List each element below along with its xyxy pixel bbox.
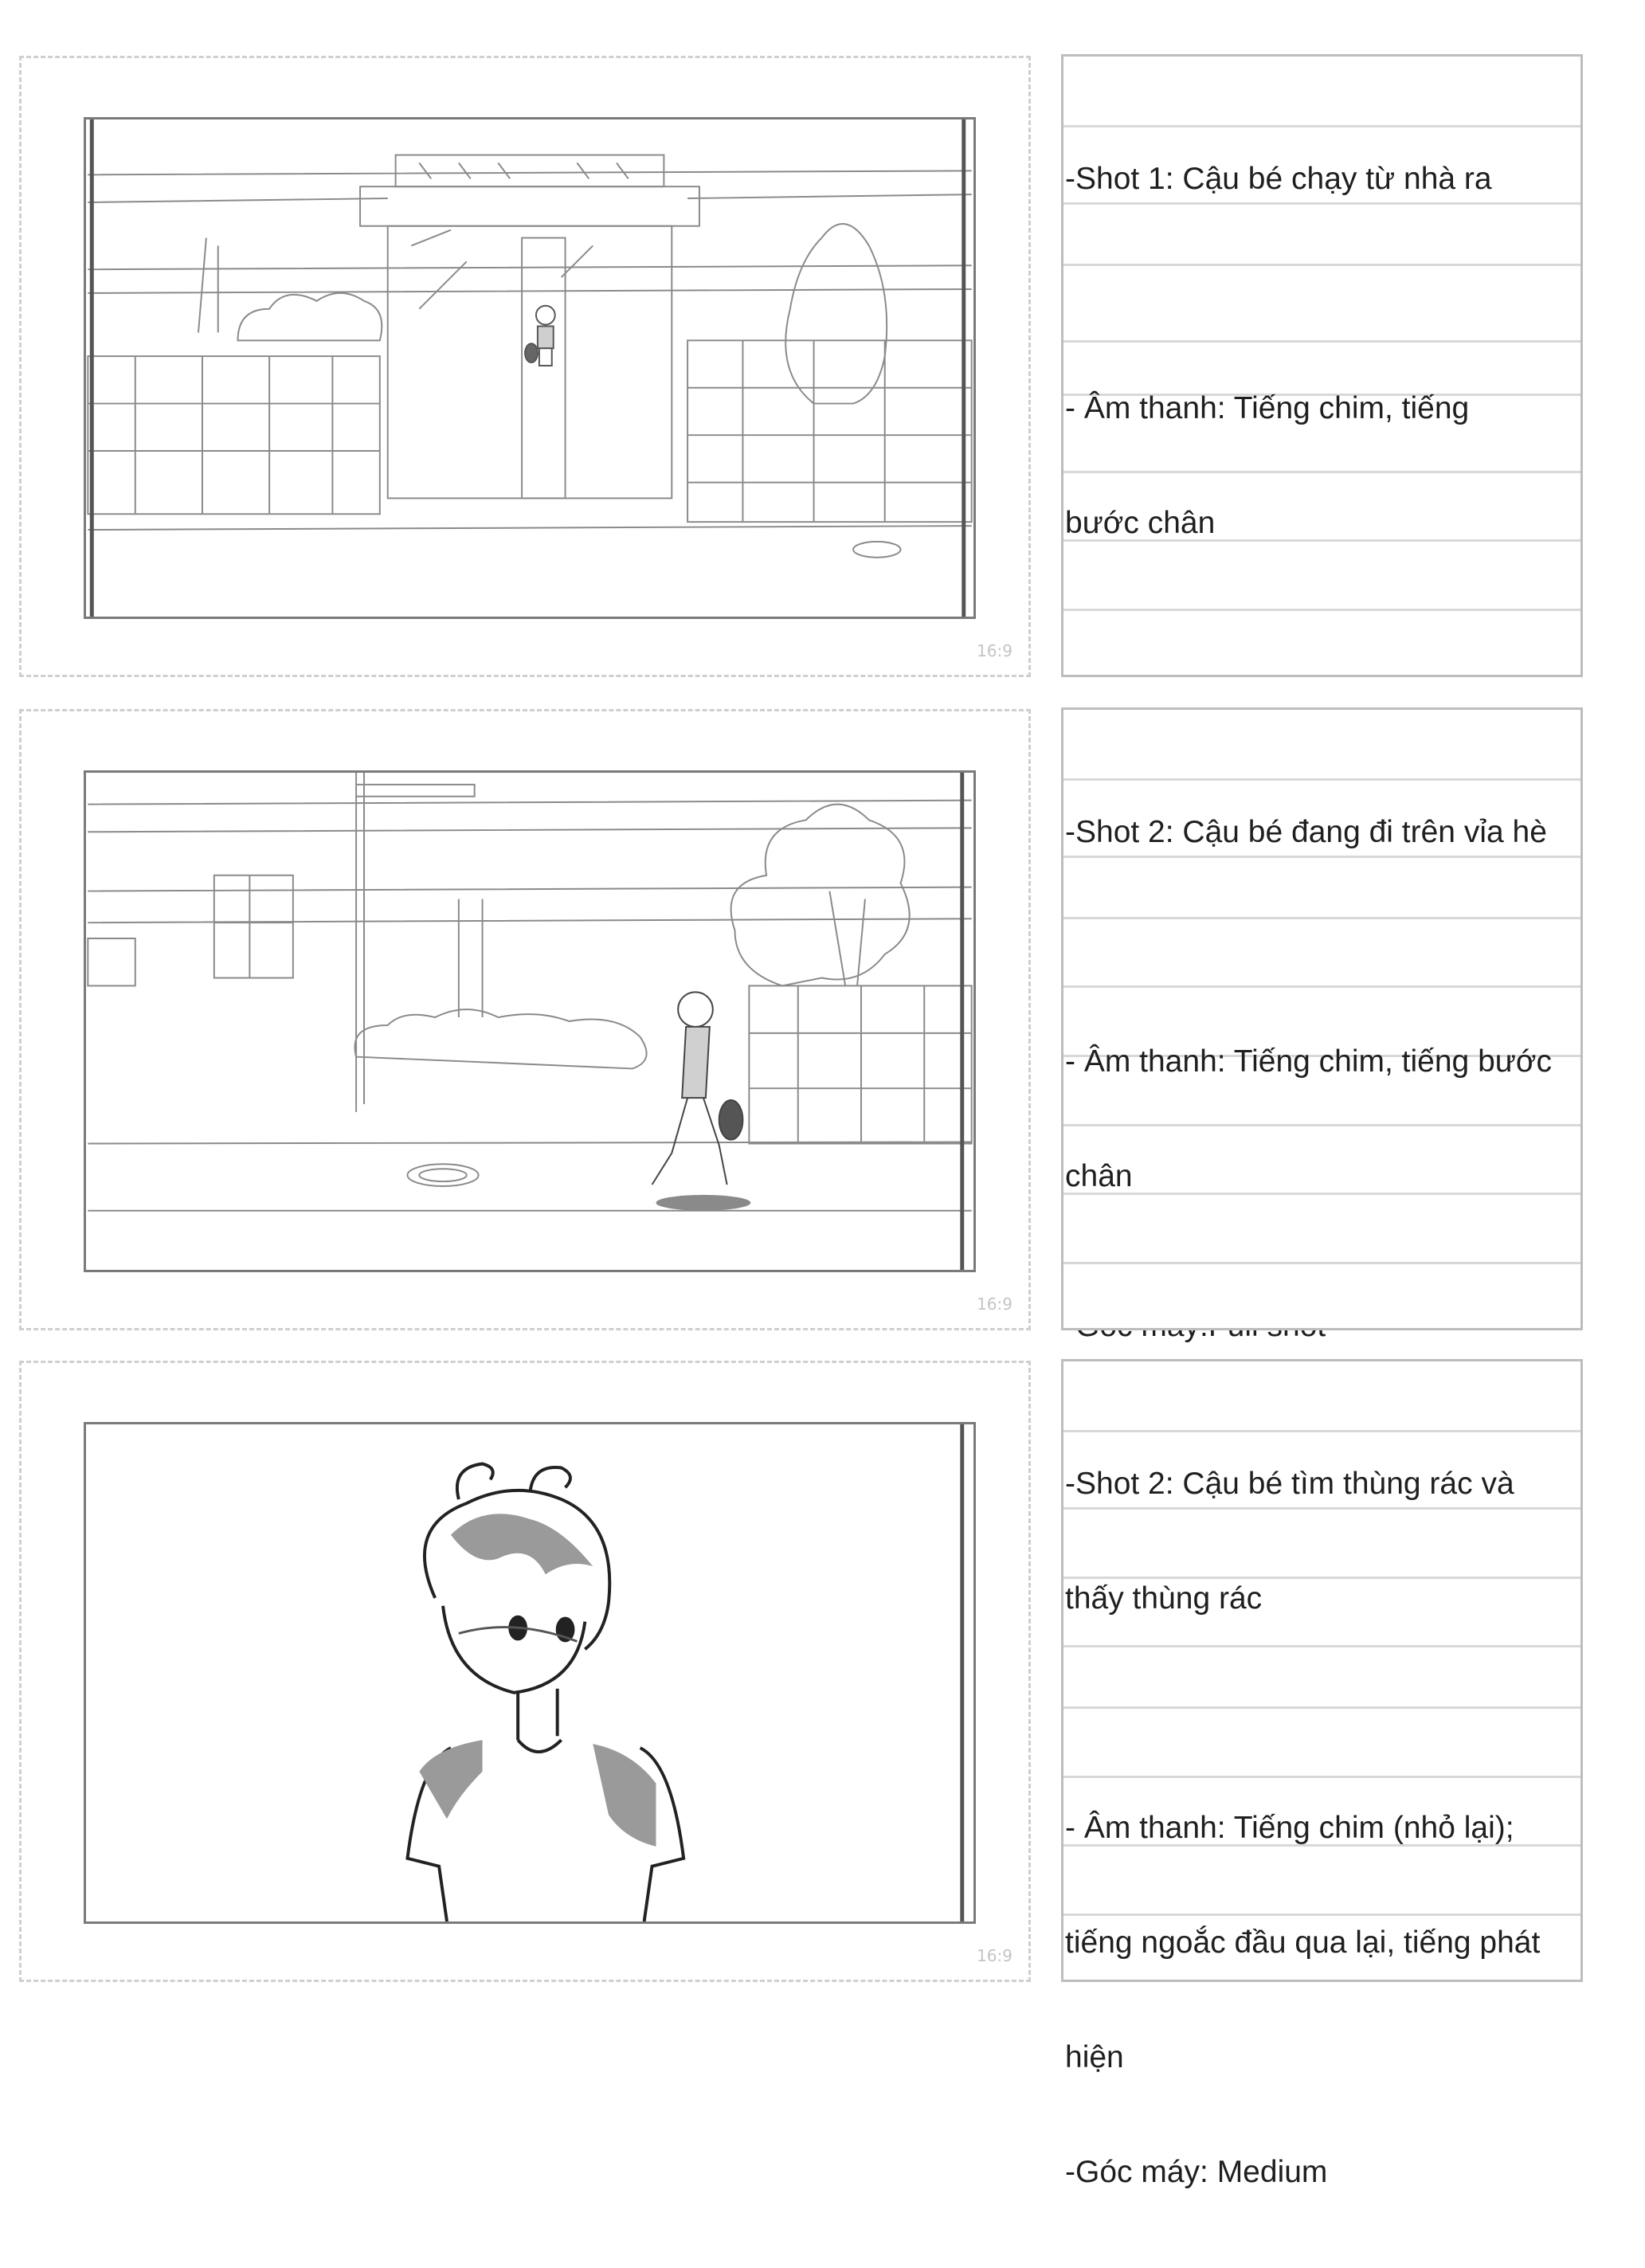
storyboard-frame-2: [19, 709, 1031, 1330]
note-line: -Shot 2: Cậu bé tìm thùng rác và: [1065, 1467, 1514, 1501]
note-line: - Âm thanh: Tiếng chim, tiếng bước: [1065, 1044, 1552, 1079]
sketch-house-exit: [84, 117, 976, 619]
sketch-drawing-3: [86, 1424, 973, 1921]
sketch-drawing-1: [86, 119, 973, 617]
note-line: [1065, 928, 1580, 966]
sketch-sidewalk-walk: [84, 770, 976, 1272]
note-line: tiếng ngoắc đầu qua lại, tiếng phát: [1065, 1925, 1541, 1960]
note-line: [1065, 619, 1580, 657]
note-line: hiện: [1065, 2040, 1124, 2074]
note-line: -Shot 1: Cậu bé chạy từ nhà ra: [1065, 162, 1492, 196]
aspect-ratio-label: 16:9: [977, 1295, 1012, 1314]
storyboard-frame-1: [19, 56, 1031, 677]
note-line: [1065, 275, 1580, 313]
aspect-ratio-label: 16:9: [977, 641, 1012, 660]
shot-notes-3: [1061, 1359, 1583, 2189]
note-line: [1065, 1272, 1580, 1310]
note-line: bước chân: [1065, 506, 1216, 540]
aspect-ratio-label: 16:9: [977, 1946, 1012, 1965]
sketch-medium-closeup: [84, 1422, 976, 1924]
note-line: chân: [1065, 1159, 1133, 1193]
note-line: -Shot 2: Cậu bé đang đi trên vỉa hè: [1065, 815, 1547, 849]
shot-notes-2: [1061, 707, 1583, 1330]
note-line: - Âm thanh: Tiếng chim, tiếng: [1065, 391, 1470, 425]
note-line: - Âm thanh: Tiếng chim (nhỏ lại);: [1065, 1811, 1514, 1845]
storyboard-frame-3: [19, 1361, 1031, 1982]
note-line: thấy thùng rác: [1065, 1581, 1263, 1616]
shot-notes-1: [1061, 54, 1583, 677]
note-line: [1065, 1694, 1580, 1733]
shot-notes-text: [1065, 1389, 1580, 2268]
note-line: -Góc máy: Medium: [1065, 2155, 1328, 2189]
sketch-drawing-2: [86, 773, 973, 1270]
